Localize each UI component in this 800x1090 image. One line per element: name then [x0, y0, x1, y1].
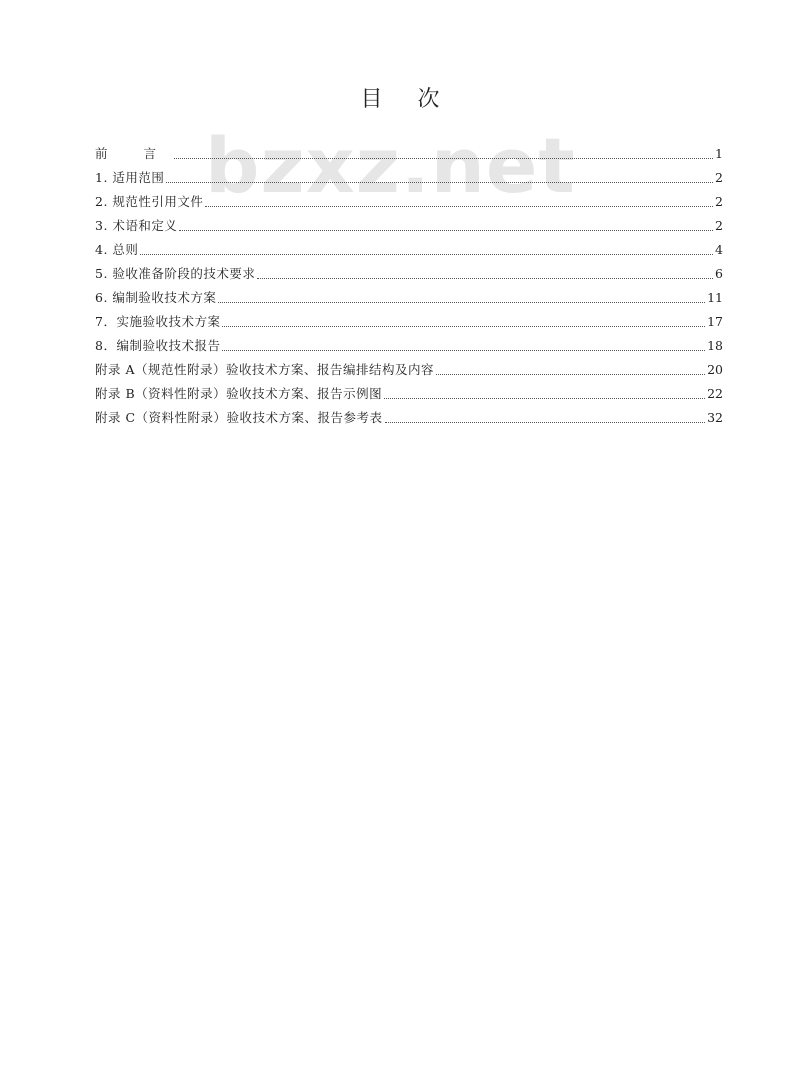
toc-entry-page: 32 — [707, 410, 723, 425]
toc-leader-dots — [436, 374, 705, 375]
toc-leader-dots — [179, 230, 713, 231]
toc-entry[interactable] — [95, 142, 723, 166]
toc-leader-dots — [384, 398, 705, 399]
toc-entry[interactable] — [95, 238, 723, 262]
toc-leader-dots — [166, 182, 713, 183]
toc-entry-page: 6 — [715, 266, 723, 281]
table-of-contents — [95, 142, 723, 430]
toc-entry-label: 附录 A（规范性附录）验收技术方案、报告编排结构及内容 — [95, 362, 435, 377]
toc-entry-page: 2 — [715, 194, 723, 209]
toc-entry[interactable] — [95, 286, 723, 310]
toc-entry-page: 11 — [707, 290, 723, 305]
toc-entry-label: 7．实施验收技术方案 — [95, 314, 221, 329]
toc-entry-label: 1. 适用范围 — [95, 170, 165, 185]
toc-entry-page: 2 — [715, 218, 723, 233]
toc-leader-dots — [205, 206, 713, 207]
toc-entry-label: 4. 总则 — [95, 242, 139, 257]
toc-leader-dots — [222, 326, 705, 327]
toc-leader-dots — [140, 254, 713, 255]
toc-entry[interactable] — [95, 358, 723, 382]
toc-entry-page: 17 — [707, 314, 723, 329]
toc-leader-dots — [218, 302, 705, 303]
toc-entry-label: 3. 术语和定义 — [95, 218, 178, 233]
toc-leader-dots — [257, 278, 713, 279]
toc-entry-page: 1 — [715, 146, 723, 161]
toc-leader-dots — [385, 422, 706, 423]
toc-entry[interactable] — [95, 382, 723, 406]
toc-entry-label: 附录 C（资料性附录）验收技术方案、报告参考表 — [95, 410, 383, 425]
page-title: 目 次 — [360, 87, 454, 112]
toc-leader-dots — [174, 158, 713, 159]
toc-entry-page: 2 — [715, 170, 723, 185]
toc-entry-page: 18 — [707, 338, 723, 353]
toc-entry-page: 4 — [715, 242, 723, 257]
toc-entry[interactable] — [95, 190, 723, 214]
toc-entry[interactable] — [95, 166, 723, 190]
toc-entry[interactable] — [95, 214, 723, 238]
toc-entry[interactable] — [95, 334, 723, 358]
toc-entry-label: 前 言 — [95, 146, 172, 161]
toc-entry-label: 8．编制验收技术报告 — [95, 338, 221, 353]
toc-entry-label: 5. 验收准备阶段的技术要求 — [95, 266, 256, 281]
toc-entry[interactable] — [95, 310, 723, 334]
toc-entry[interactable] — [95, 406, 723, 430]
toc-entry-page: 22 — [707, 386, 723, 401]
toc-entry-label: 6. 编制验收技术方案 — [95, 290, 217, 305]
toc-entry-page: 20 — [707, 362, 723, 377]
watermark: bzxz.net — [205, 121, 576, 210]
toc-leader-dots — [222, 350, 705, 351]
toc-entry[interactable] — [95, 262, 723, 286]
toc-entry-label: 附录 B（资料性附录）验收技术方案、报告示例图 — [95, 386, 383, 401]
toc-entry-label: 2. 规范性引用文件 — [95, 194, 204, 209]
